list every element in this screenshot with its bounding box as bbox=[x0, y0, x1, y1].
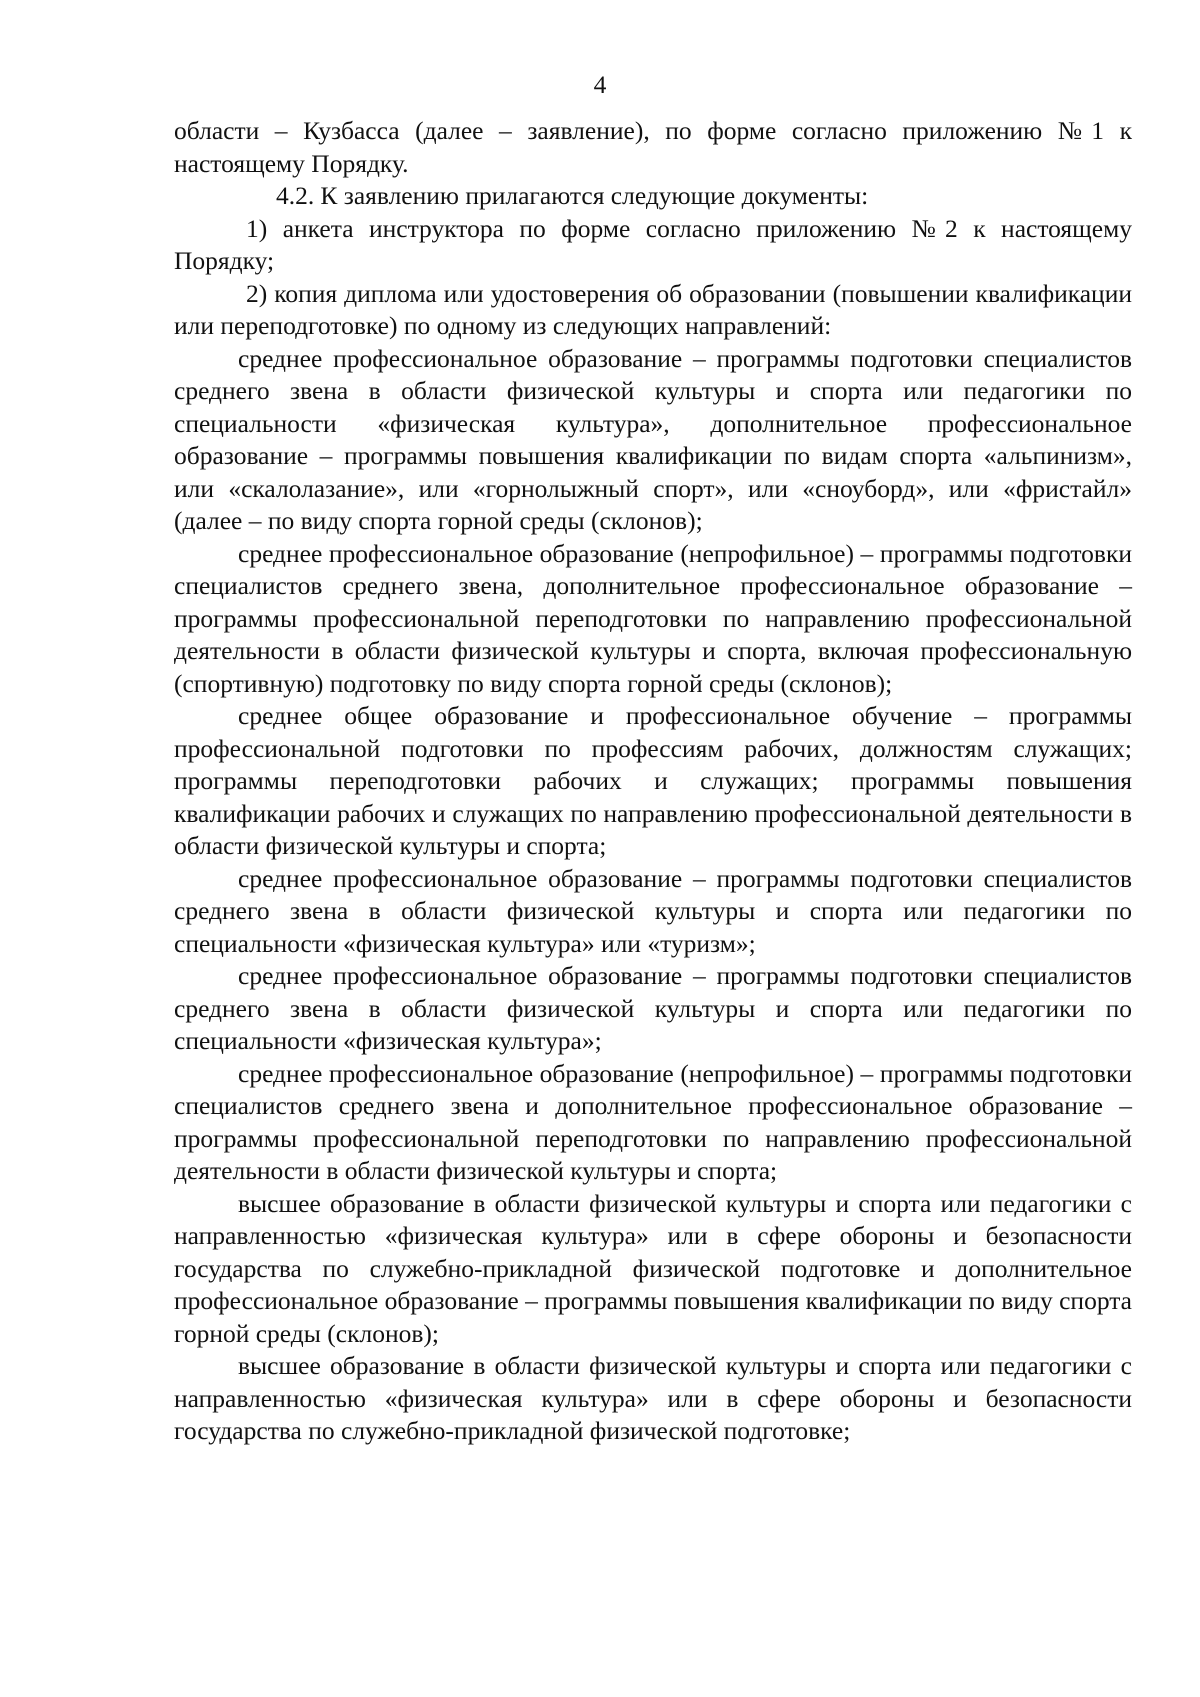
education-option-2: среднее профессиональное образование (непрофильное) – программы подготовки специалистов среднего звена, дополнительное профессиональное образование – программы профессиональной переподготовки по направлению профессиональной деятельности в области физической культуры и спорта, включая профессиональную (спортивную) подготовку по виду спорта горной среды (склонов); bbox=[174, 538, 1132, 698]
paragraph-point-4-2 bbox=[174, 180, 1132, 213]
paragraph-continuation: области – Кузбасса (далее – заявление), по форме согласно приложению №1 к настоящему Порядку. bbox=[174, 116, 1132, 178]
document-body bbox=[174, 115, 1132, 1448]
education-option-3: среднее общее образование и профессиональное обучение – программы профессиональной подготовки по профессиям рабочих, должностям служащих; программы переподготовки рабочих и служащих; программы повышения квалификации рабочих и служащих по направлению профессиональной деятельности в области физической культуры и спорта; bbox=[174, 701, 1132, 860]
education-option-8: высшее образование в области физической культуры и спорта или педагогики с направленностью «физическая культура» или в сфере обороны и безопасности государства по служебно-прикладной физической подготовке; bbox=[174, 1351, 1132, 1445]
education-option-7: высшее образование в области физической культуры и спорта или педагогики с направленностью «физическая культура» или в сфере обороны и безопасности государства по служебно-прикладной физической подготовке и дополнительное профессиональное образование – программы повышения квалификации по виду спорта горной среды (склонов); bbox=[174, 1188, 1132, 1348]
page-number: 4 bbox=[593, 70, 607, 99]
list-item-2: 2) копия диплома или удостоверения об образовании (повышении квалификации или переподготовке) по одному из следующих направлений: bbox=[174, 278, 1132, 340]
education-option-1: среднее профессиональное образование – программы подготовки специалистов среднего звена в области физической культуры и спорта или педагогики по специальности «физическая культура», дополнительное профессиональное образование – программы повышения квалификации по видам спорта «альпинизм», или «скалолазание», или «горнолыжный спорт», или «сноуборд», или «фристайл» (далее – по виду спорта горной среды (склонов); bbox=[174, 343, 1132, 535]
education-option-6: среднее профессиональное образование (непрофильное) – программы подготовки специалистов среднего звена и дополнительное профессиональное образование – программы профессиональной переподготовки по направлению профессиональной деятельности в области физической культуры и спорта; bbox=[174, 1058, 1132, 1185]
list-item-1: 1) анкета инструктора по форме согласно приложению №2 к настоящему Порядку; bbox=[174, 213, 1132, 275]
education-option-4: среднее профессиональное образование – программы подготовки специалистов среднего звена в области физической культуры и спорта или педагогики по специальности «физическая культура» или «туризм»; bbox=[174, 863, 1132, 958]
point-text: К заявлению прилагаются следующие документы: bbox=[320, 181, 869, 210]
education-option-5: среднее профессиональное образование – программы подготовки специалистов среднего звена в области физической культуры и спорта или педагогики по специальности «физическая культура»; bbox=[174, 961, 1132, 1055]
point-number: 4.2. bbox=[276, 181, 315, 210]
